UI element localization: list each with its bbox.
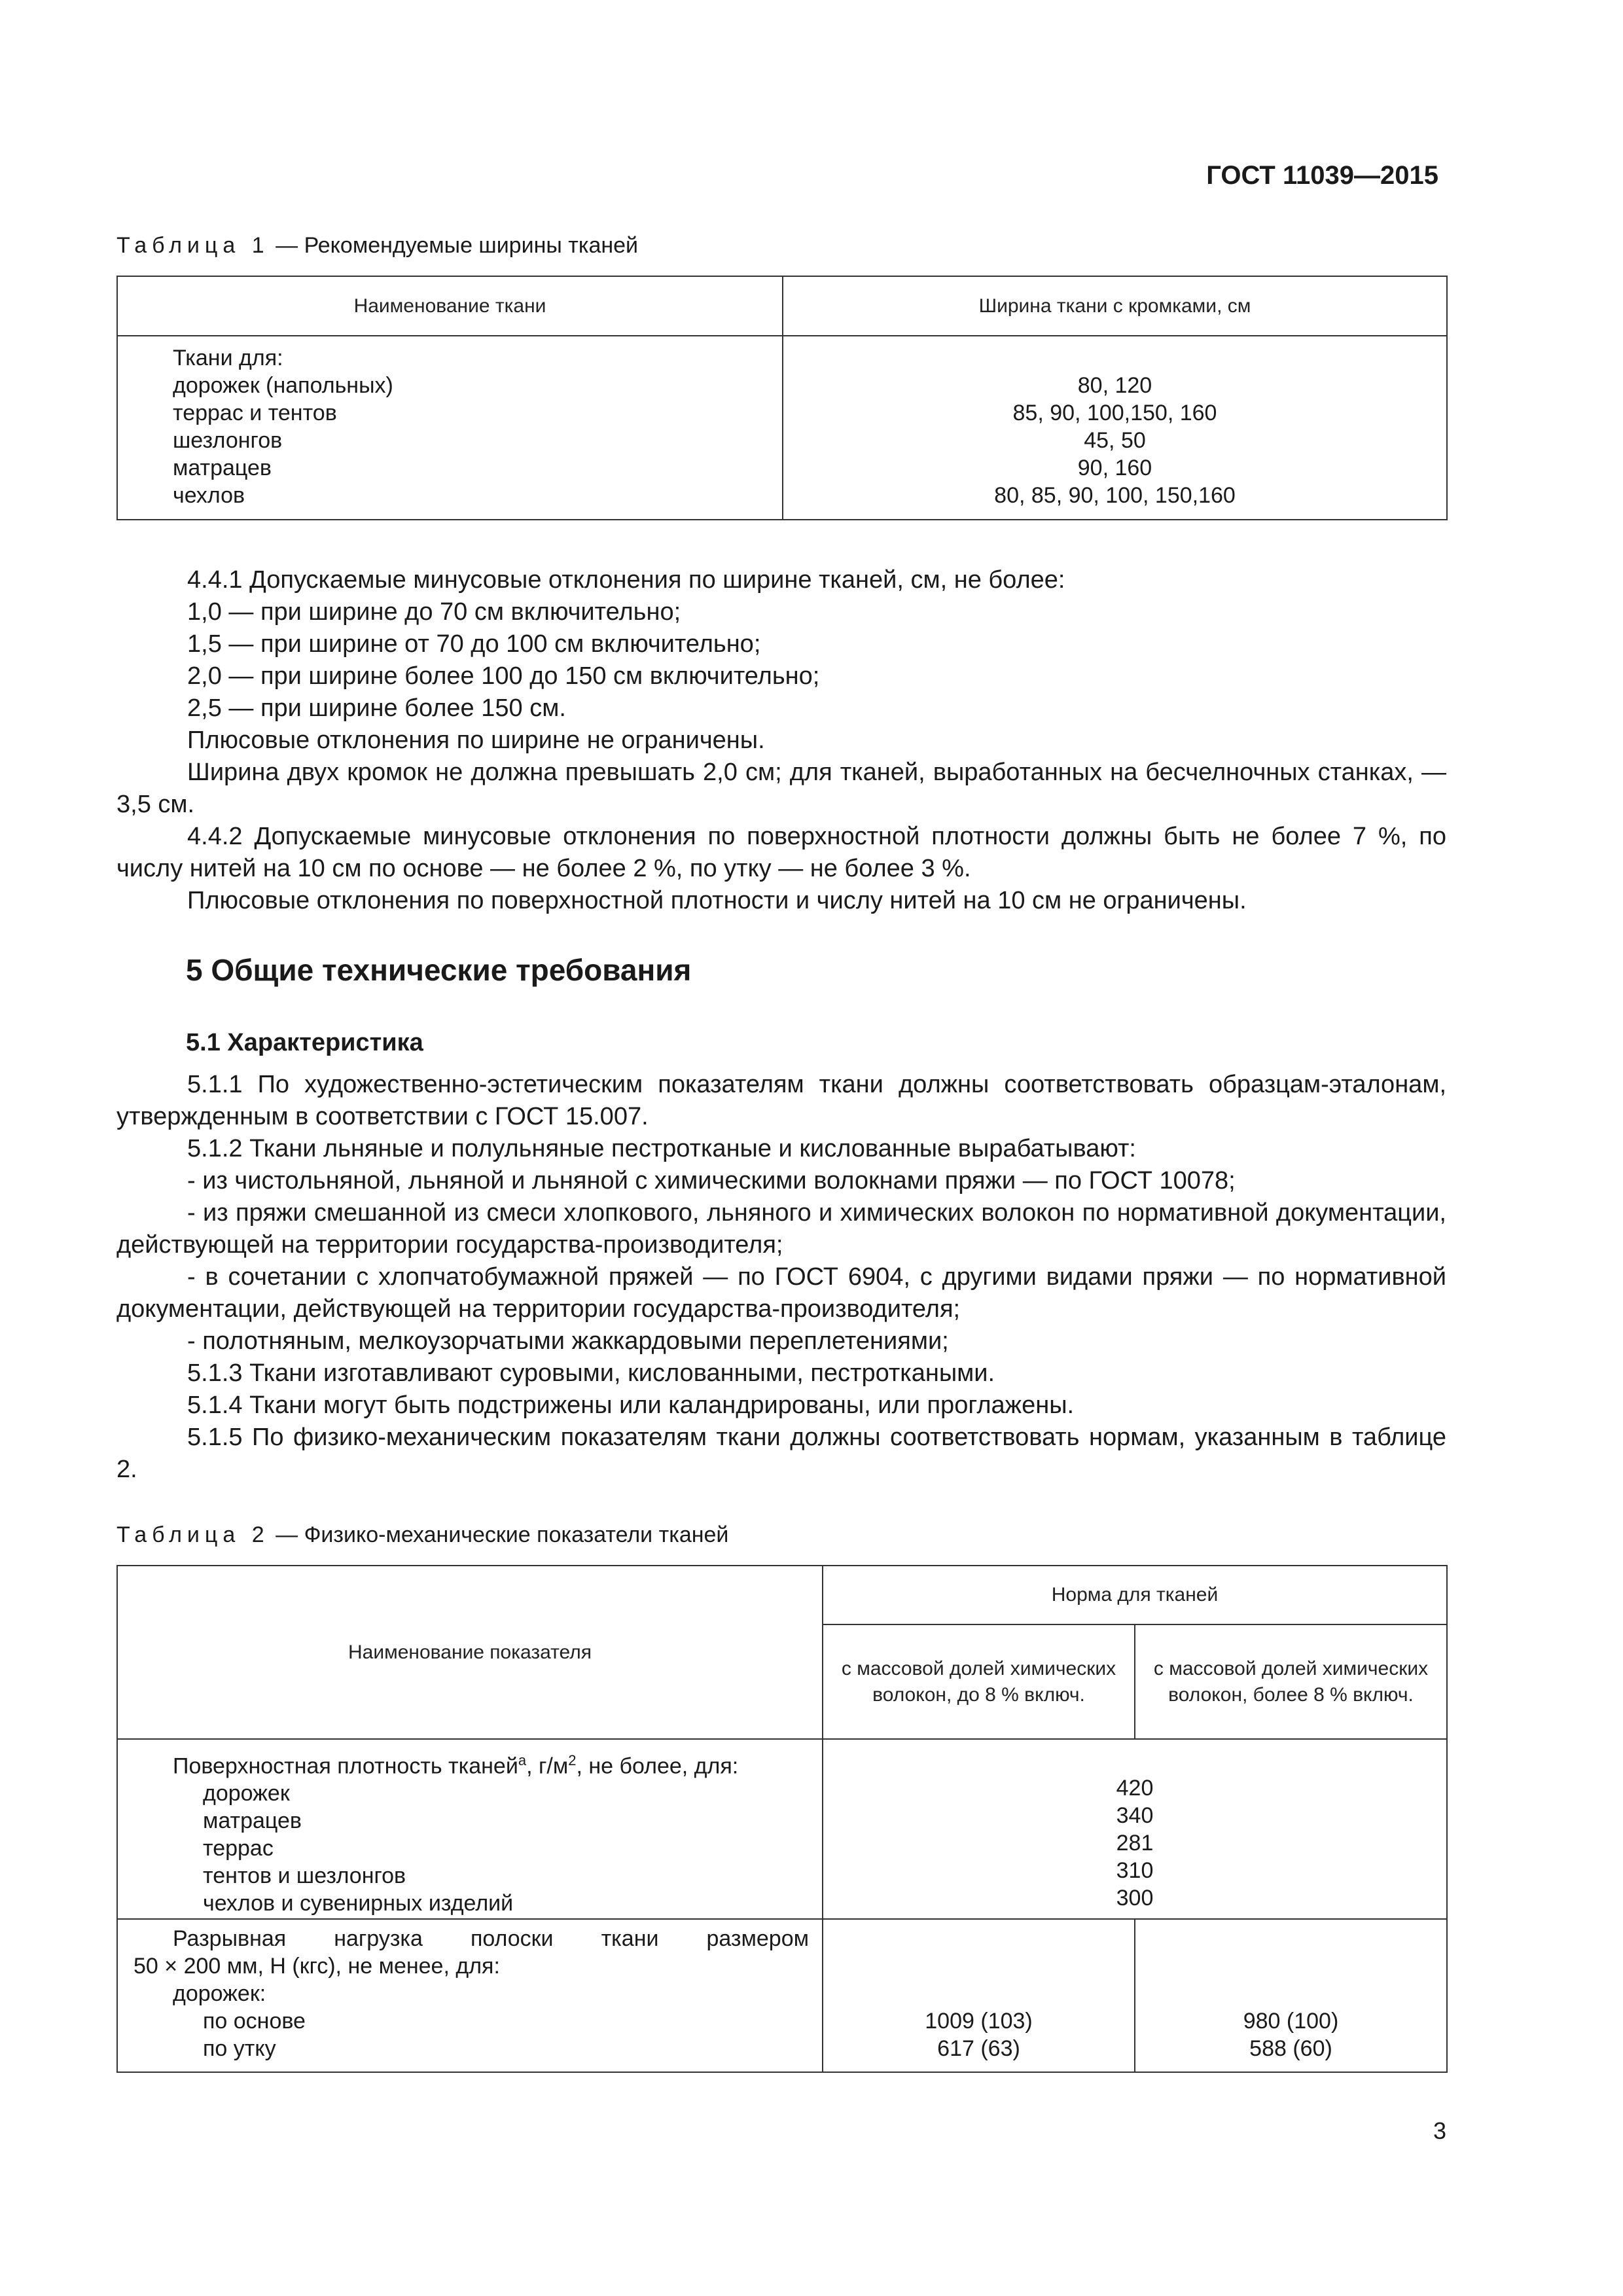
plus-density-note: Плюсовые отклонения по поверхностной плотности и числу нитей на 10 см не ограничены. xyxy=(187,887,1247,914)
table1-row-name: матрацев xyxy=(173,456,272,480)
table1-row-width: 45, 50 xyxy=(1084,428,1146,453)
section5-title: 5 Общие технические требования xyxy=(186,953,692,987)
section5-1-title: 5.1 Характеристика xyxy=(186,1029,423,1056)
break-row-v2: 980 (100) xyxy=(1243,2009,1339,2034)
density-row-name: террас xyxy=(203,1836,274,1861)
density-row-name: тентов и шезлонгов xyxy=(203,1863,406,1889)
table2-caption xyxy=(116,1522,728,1548)
table2-break-col1 xyxy=(823,1919,1135,2072)
density-row-value: 281 xyxy=(1116,1831,1154,1856)
break-row-v2: 588 (60) xyxy=(1249,2036,1332,2061)
deviation-item: 1,0 — при ширине до 70 см включительно; xyxy=(187,598,681,626)
density-row-value: 310 xyxy=(1116,1858,1154,1883)
unit-exponent: 2 xyxy=(568,1752,577,1768)
para-4-4-2: 4.4.2 Допускаемые минусовые отклонения по поверхностной плотности должны быть не более 7 %, по числу нитей на 10 см по основе — не более 2 %, по утку — не более 3 %. xyxy=(116,823,1446,882)
table2-header-col1: с массовой долей химических волокон, до 8 % включ. xyxy=(823,1624,1135,1739)
table2-break-cell xyxy=(117,1919,823,2072)
density-row-name: дорожек xyxy=(203,1781,290,1806)
table2-density-cell xyxy=(117,1743,823,1919)
deviation-item: 2,5 — при ширине более 150 см. xyxy=(187,694,566,722)
footnote-marker: а xyxy=(518,1752,527,1768)
table2-header-indicator: Наименование показателя xyxy=(117,1566,823,1739)
section5-body xyxy=(116,1069,1446,1486)
table1-row-name: шезлонгов xyxy=(173,428,283,453)
para-5-1-4: 5.1.4 Ткани могут быть подстрижены или каландрированы, или проглажены. xyxy=(187,1391,1075,1419)
table1-group-label: Ткани для: xyxy=(173,346,283,370)
break-row-name: по основе xyxy=(203,2009,306,2034)
deviation-item: 2,0 — при ширине более 100 до 150 см включительно; xyxy=(187,662,820,690)
density-row-value: 300 xyxy=(1116,1886,1154,1910)
table1-caption xyxy=(116,233,638,259)
table1-row-width: 90, 160 xyxy=(1077,456,1152,480)
table2-density-values xyxy=(823,1743,1447,1919)
table1-header-width: Ширина ткани с кромками, см xyxy=(783,276,1447,336)
table1-names-cell xyxy=(117,340,783,520)
break-label-line2: 50 × 200 мм, Н (кгс), не менее, для: xyxy=(134,1954,500,1979)
plus-width-note: Плюсовые отклонения по ширине не ограничены. xyxy=(187,726,765,754)
table1-row-width: 80, 120 xyxy=(1077,373,1152,398)
table1-row-name: дорожек (напольных) xyxy=(173,373,393,398)
break-label-line1: Разрывная нагрузка полоски ткани размером xyxy=(173,1926,809,1951)
page-number: 3 xyxy=(1433,2117,1446,2144)
table1-widths-cell xyxy=(783,340,1447,520)
table1-caption-label: Таблица 1 xyxy=(116,233,270,258)
table1-header-name: Наименование ткани xyxy=(117,276,783,336)
density-row-name: матрацев xyxy=(203,1808,302,1834)
table1-row-name: чехлов xyxy=(173,483,245,508)
table1 xyxy=(116,276,1448,520)
break-row-name: по утку xyxy=(203,2036,276,2061)
table2-header-norm: Норма для тканей xyxy=(823,1566,1447,1624)
density-row-value: 420 xyxy=(1116,1776,1154,1801)
bullet-item: - полотняным, мелкоузорчатыми жаккардовыми переплетениями; xyxy=(187,1327,949,1355)
table2-header-col2: с массовой долей химических волокон, более 8 % включ. xyxy=(1135,1624,1447,1739)
table1-row-name: террас и тентов xyxy=(173,401,337,425)
bullet-item: - в сочетании с хлопчатобумажной пряжей — по ГОСТ 6904, с другими видами пряжи — по нормативной документации, действующей на территории государства-производителя; xyxy=(116,1263,1446,1323)
density-row-value: 340 xyxy=(1116,1803,1154,1828)
selvage-note: Ширина двух кромок не должна превышать 2,0 см; для тканей, выработанных на бесчелночных станках, — 3,5 см. xyxy=(116,759,1446,818)
para-5-1-1: 5.1.1 По художественно-эстетическим показателям ткани должны соответствовать образцам-эталонам, утвержденным в соответствии с ГОСТ 15.007. xyxy=(116,1071,1446,1130)
table2-break-col2 xyxy=(1135,1919,1447,2072)
bullet-item: - из пряжи смешанной из смеси хлопкового, льняного и химических волокон по нормативной документации, действующей на территории государства-производителя; xyxy=(116,1199,1446,1259)
table2-caption-label: Таблица 2 xyxy=(116,1522,270,1547)
deviation-item: 1,5 — при ширине от 70 до 100 см включительно; xyxy=(187,630,761,658)
para-5-1-3: 5.1.3 Ткани изготавливают суровыми, кислованными, пестроткаными. xyxy=(187,1359,995,1387)
density-row-name: чехлов и сувенирных изделий xyxy=(203,1891,514,1916)
para-4-4-1: 4.4.1 Допускаемые минусовые отклонения по ширине тканей, см, не более: xyxy=(187,566,1065,594)
table1-caption-text: — Рекомендуемые ширины тканей xyxy=(269,233,639,258)
break-row-v1: 617 (63) xyxy=(937,2036,1020,2061)
table2-density-label xyxy=(173,1747,809,1780)
para-5-1-2: 5.1.2 Ткани льняные и полульняные пестротканые и кислованные вырабатывают: xyxy=(187,1135,1136,1162)
density-unit-text: , г/м xyxy=(526,1753,569,1779)
density-label-text: Поверхностная плотность тканей xyxy=(173,1753,518,1779)
break-row-v1: 1009 (103) xyxy=(925,2009,1033,2034)
table1-row-width: 85, 90, 100,150, 160 xyxy=(1012,401,1217,425)
section4-body xyxy=(116,564,1446,917)
document-code: ГОСТ 11039—2015 xyxy=(1206,161,1438,190)
para-5-1-5: 5.1.5 По физико-механическим показателям ткани должны соответствовать нормам, указанным в таблице 2. xyxy=(116,1424,1446,1483)
bullet-item: - из чистольняной, льняной и льняной с химическими волокнами пряжи — по ГОСТ 10078; xyxy=(187,1167,1236,1194)
table2-caption-text: — Физико-механические показатели тканей xyxy=(269,1522,729,1547)
table1-row-width: 80, 85, 90, 100, 150,160 xyxy=(994,483,1236,508)
table2 xyxy=(116,1565,1448,2073)
break-group-label: дорожек: xyxy=(173,1981,266,2006)
density-label-post: , не более, для: xyxy=(576,1753,739,1779)
